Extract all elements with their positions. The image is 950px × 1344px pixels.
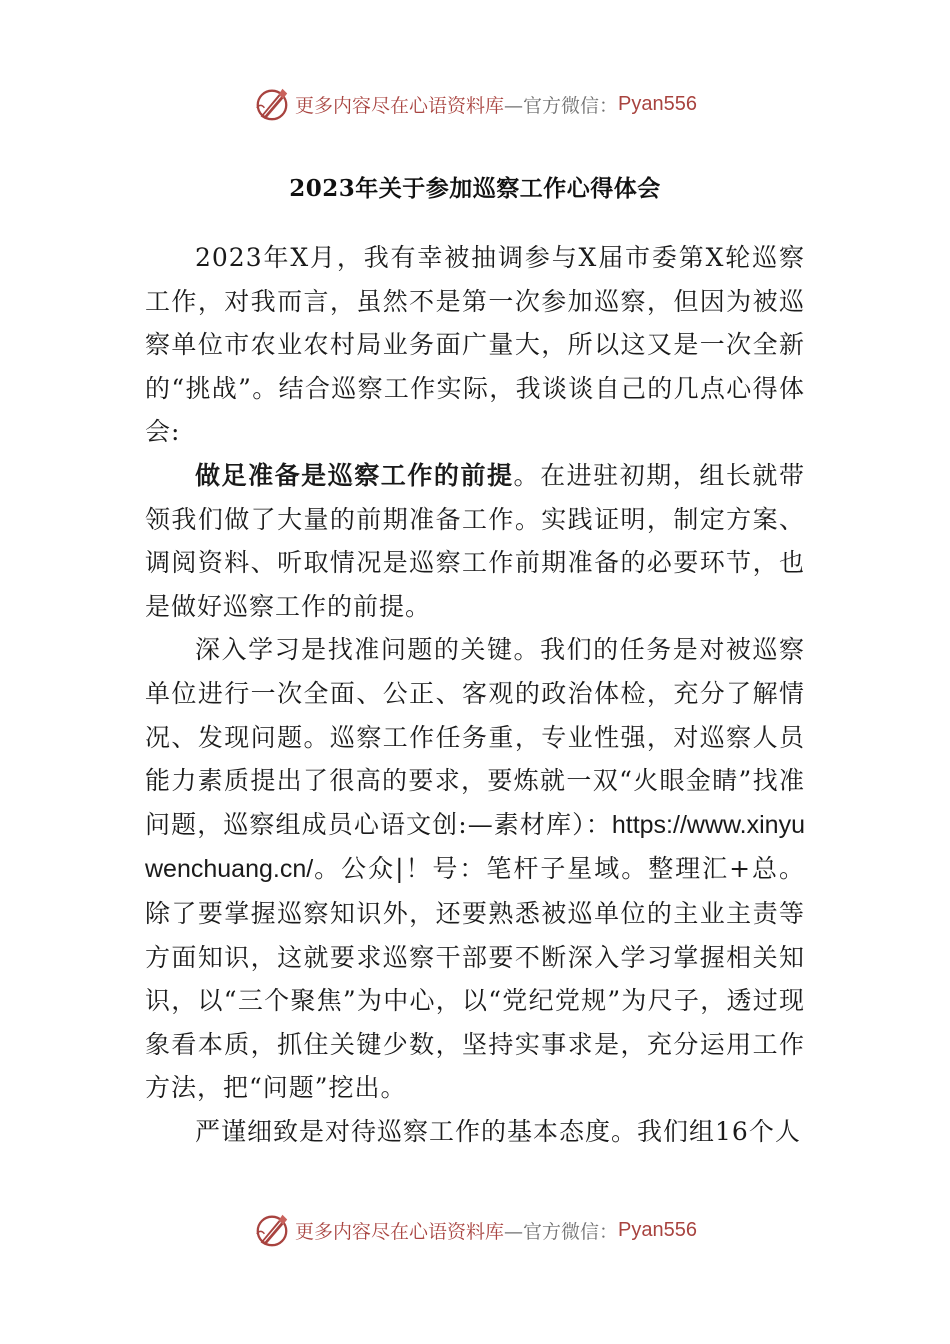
paragraph-text: 。公众|！号：笔杆子星域。整理汇+总。除了要掌握巡察知识外，还要熟悉被巡单位的主业主责等方面知识，这就要求巡察干部要不断深入学习掌握相关知识，以“三个聚焦”为中心，以“党纪党规”为尺子，透过现象看本质，抓住关键少数，坚持实事求是，充分运用工作方法，把“问题”挖出。 [145, 854, 805, 1103]
banner-separator: —官方微信： [504, 1220, 619, 1243]
paragraph-text: 。在进驻初期，组长就带领我们做了大量的前期准备工作。实践证明，制定方案、调阅资料、听取情况是巡察工作前期准备的必要环节，也是做好巡察工作的前提。 [145, 460, 805, 621]
paragraph-lead-bold: 做足准备是巡察工作的前提 [195, 460, 514, 490]
footer-watermark-banner [0, 1208, 950, 1252]
banner-text: 更多内容尽在心语资料库 [295, 94, 505, 117]
paragraph-rigor: 严谨细致是对待巡察工作的基本态度。我们组16个人 [195, 1116, 801, 1146]
website-url: https://www.xinyuwenchuang.cn/ [145, 810, 805, 884]
paragraph-study [145, 628, 805, 1110]
paragraph-intro: 2023年X月，我有幸被抽调参与X届市委第X轮巡察工作，对我而言，虽然不是第一次参加巡察，但因为被巡察单位市农业农村局业务面广量大，所以这又是一次全新的“挑战”。结合巡察工作实际，我谈谈自己的几点心得体会: [145, 243, 805, 447]
pen-nib-circle-icon [253, 1211, 291, 1249]
document-body [145, 236, 805, 1153]
banner-text: 更多内容尽在心语资料库 [295, 1220, 505, 1243]
document-title: 2023年关于参加巡察工作心得体会 [289, 175, 661, 202]
paragraph-text: 深入学习是找准问题的关键。我们的任务是对被巡察单位进行一次全面、公正、客观的政治体检，充分了解情况、发现问题。巡察工作任务重，专业性强，对巡察人员能力素质提出了很高的要求，要炼就一双“火眼金睛”找准问题，巡察组成员心语文创:—素材库）： [145, 635, 805, 839]
banner-wechat-id: Pyan556 [618, 92, 697, 115]
paragraph-preparation [145, 454, 805, 628]
header-watermark-banner [0, 82, 950, 126]
banner-separator: —官方微信： [504, 94, 619, 117]
banner-wechat-id: Pyan556 [618, 1218, 697, 1241]
pen-nib-circle-icon [253, 85, 291, 123]
